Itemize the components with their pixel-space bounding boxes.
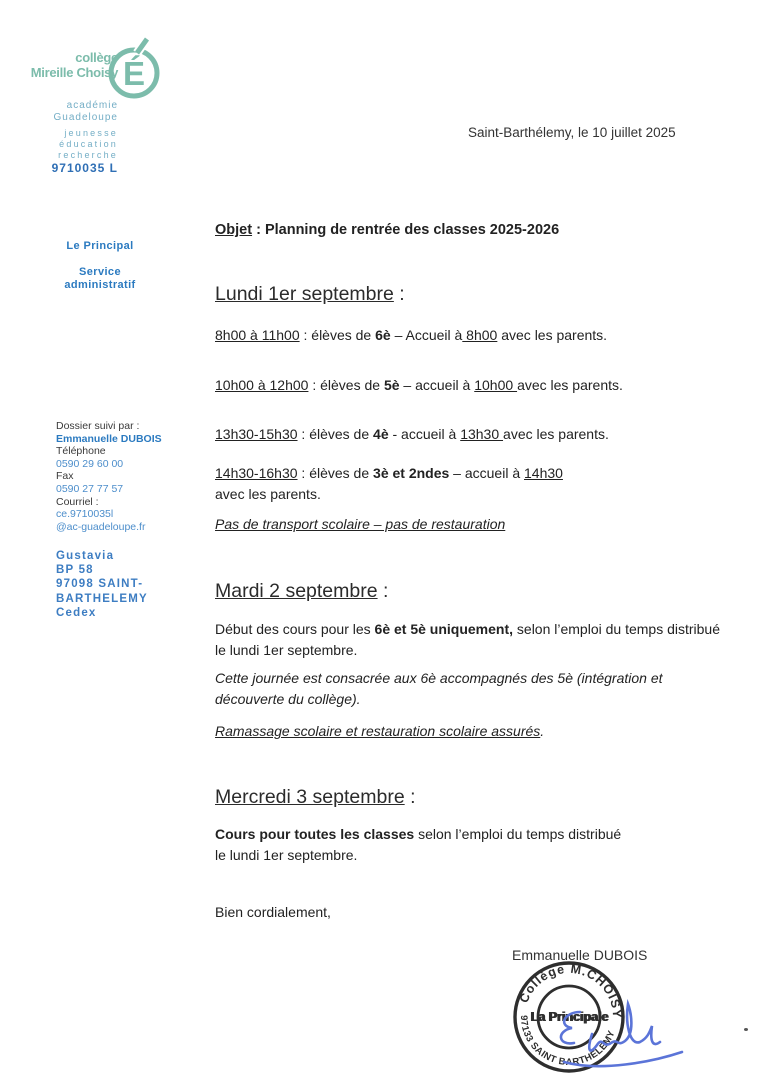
- address-line: Gustavia: [56, 550, 115, 562]
- postal-address: [56, 549, 148, 620]
- section-heading-lundi: Lundi 1er septembre :: [215, 283, 405, 305]
- stamp-middle-text: La Principale: [530, 1010, 608, 1024]
- ministry-label: [18, 128, 118, 161]
- sender-service: [40, 266, 160, 292]
- scan-speck: [744, 1028, 748, 1031]
- schedule-line: 14h30-16h30 : élèves de 3è et 2ndes – accueil à 14h30 avec les parents.: [215, 465, 563, 502]
- handwritten-signature: [540, 982, 700, 1082]
- emblem-letter: É: [122, 55, 146, 92]
- note-line: Pas de transport scolaire – pas de restauration: [215, 516, 506, 532]
- closing-line: Bien cordialement,: [215, 904, 331, 920]
- contact-label: Téléphone: [56, 445, 106, 458]
- academy-label: [18, 100, 118, 124]
- academy-emblem-icon: [106, 36, 162, 100]
- schedule-line: 10h00 à 12h00 : élèves de 5è – accueil à 10h00 avec les parents.: [215, 377, 623, 393]
- section-heading-mardi: Mardi 2 septembre :: [215, 580, 389, 602]
- date-line: Saint-Barthélemy, le 10 juillet 2025: [468, 125, 676, 140]
- service-line: Service: [79, 266, 121, 278]
- ministry-line: recherche: [58, 150, 118, 160]
- schedule-line: 13h30-15h30 : élèves de 4è - accueil à 13h30 avec les parents.: [215, 426, 609, 442]
- ministry-line: éducation: [59, 139, 118, 149]
- academy-line: académie: [66, 100, 118, 111]
- signatory-name: Emmanuelle DUBOIS: [512, 947, 648, 963]
- contact-label: Fax: [56, 470, 74, 483]
- address-line: BARTHELEMY: [56, 592, 148, 605]
- sender-role: Le Principal: [66, 240, 134, 252]
- contact-email: ce.9710035l: [56, 508, 114, 521]
- contact-person: Emmanuelle DUBOIS: [56, 432, 162, 445]
- contact-block: [56, 420, 162, 533]
- subject-line: Objet : Planning de rentrée des classes 2025-2026: [215, 222, 560, 238]
- section-heading-mercredi: Mercredi 3 septembre :: [215, 786, 416, 808]
- contact-email: @ac-guadeloupe.fr: [56, 520, 146, 533]
- address-line: Cedex: [56, 606, 97, 619]
- note-line: Ramassage scolaire et restauration scolaire assurés.: [215, 723, 545, 739]
- address-line: BP 58: [56, 564, 94, 577]
- stamp-bottom-text: 97133 SAINT BARTHÉLEMY: [517, 1015, 618, 1069]
- academy-line: Guadeloupe: [53, 112, 118, 123]
- body-paragraph: Début des cours pour les 6è et 5è uniquement, selon l’emploi du temps distribué le lundi 1er septembre.: [215, 621, 721, 658]
- contact-fax: 0590 27 77 57: [56, 482, 124, 495]
- schedule-line: 8h00 à 11h00 : élèves de 6è – Accueil à 8h00 avec les parents.: [215, 327, 608, 343]
- contact-label: Courriel :: [56, 495, 99, 508]
- ministry-line: jeunesse: [64, 128, 118, 138]
- contact-label: Dossier suivi par :: [56, 420, 140, 432]
- body-paragraph: Cours pour toutes les classes selon l’emploi du temps distribué le lundi 1er septembre.: [215, 826, 622, 863]
- school-name-line2: Mireille Choisy: [30, 65, 118, 80]
- contact-phone: 0590 29 60 00: [56, 457, 124, 470]
- school-code: 9710035 L: [51, 161, 118, 175]
- body-paragraph: Cette journée est consacrée aux 6è accompagnés des 5è (intégration et découverte du collège).: [215, 670, 663, 707]
- school-logo-text: [18, 50, 118, 80]
- address-line: 97098 SAINT-: [56, 578, 144, 591]
- service-line: administratif: [64, 279, 136, 291]
- school-name-line1: collège: [75, 50, 118, 65]
- stamp-top-text: Collège M.CHOISY: [516, 961, 625, 1020]
